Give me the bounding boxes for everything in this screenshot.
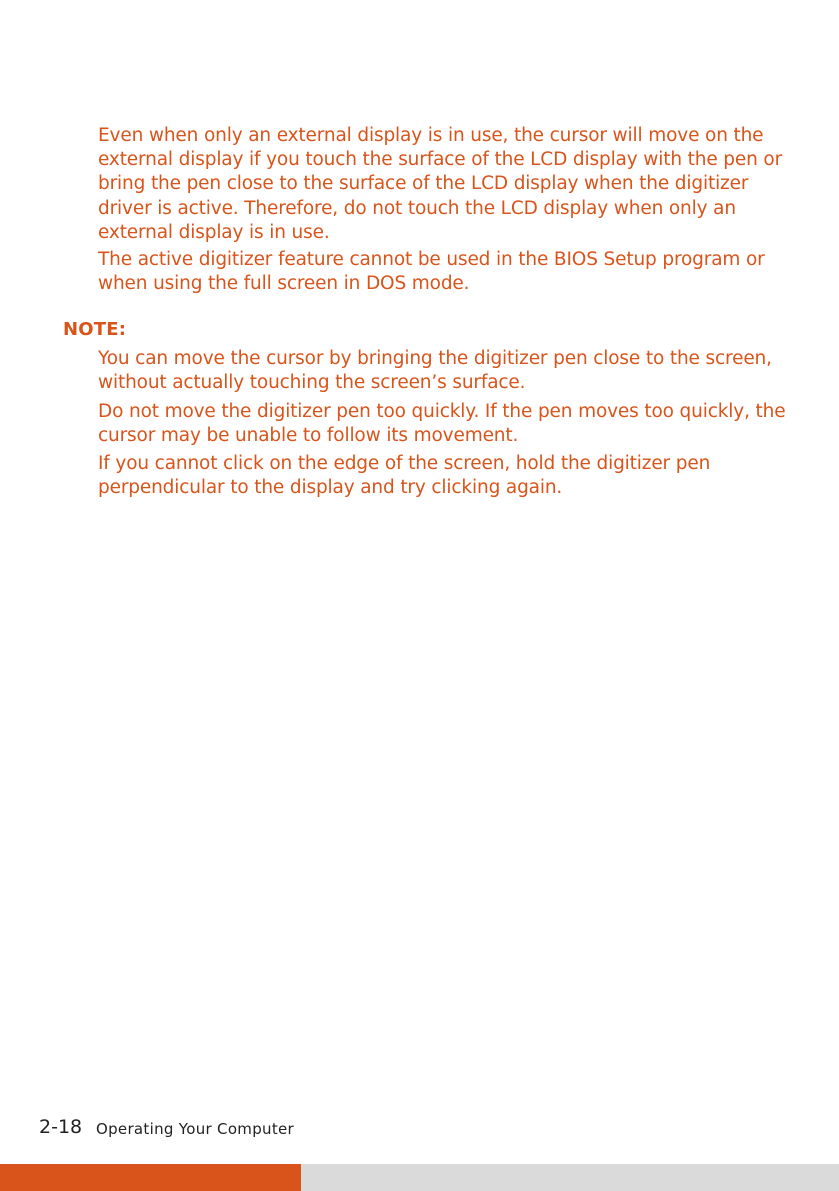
note-item-hover: You can move the cursor by bringing the digitizer pen close to the screen, without actually touching the screen’s surface. [98,348,772,394]
note-heading: NOTE: [63,319,127,340]
paragraph-bios-limitation: The active digitizer feature cannot be used in the BIOS Setup program or when using the full screen in DOS mode. [98,249,765,295]
section-title: Operating Your Computer [96,1120,295,1138]
note-item-speed: Do not move the digitizer pen too quickly. If the pen moves too quickly, the cursor may be unable to follow its movement. [98,401,786,447]
footer-accent-bar [0,1164,301,1191]
page-number: 2-18 [39,1116,83,1138]
note-item-edge: If you cannot click on the edge of the screen, hold the digitizer pen perpendicular to the display and try clicking again. [98,453,711,499]
paragraph-external-display: Even when only an external display is in use, the cursor will move on the external display if you touch the surface of the LCD display with the pen or bring the pen close to the surface of the LCD display when the digitizer driver is active. Therefore, do not touch the LCD display when only an external display is in use. [98,125,783,243]
footer-grey-bar [301,1164,839,1191]
